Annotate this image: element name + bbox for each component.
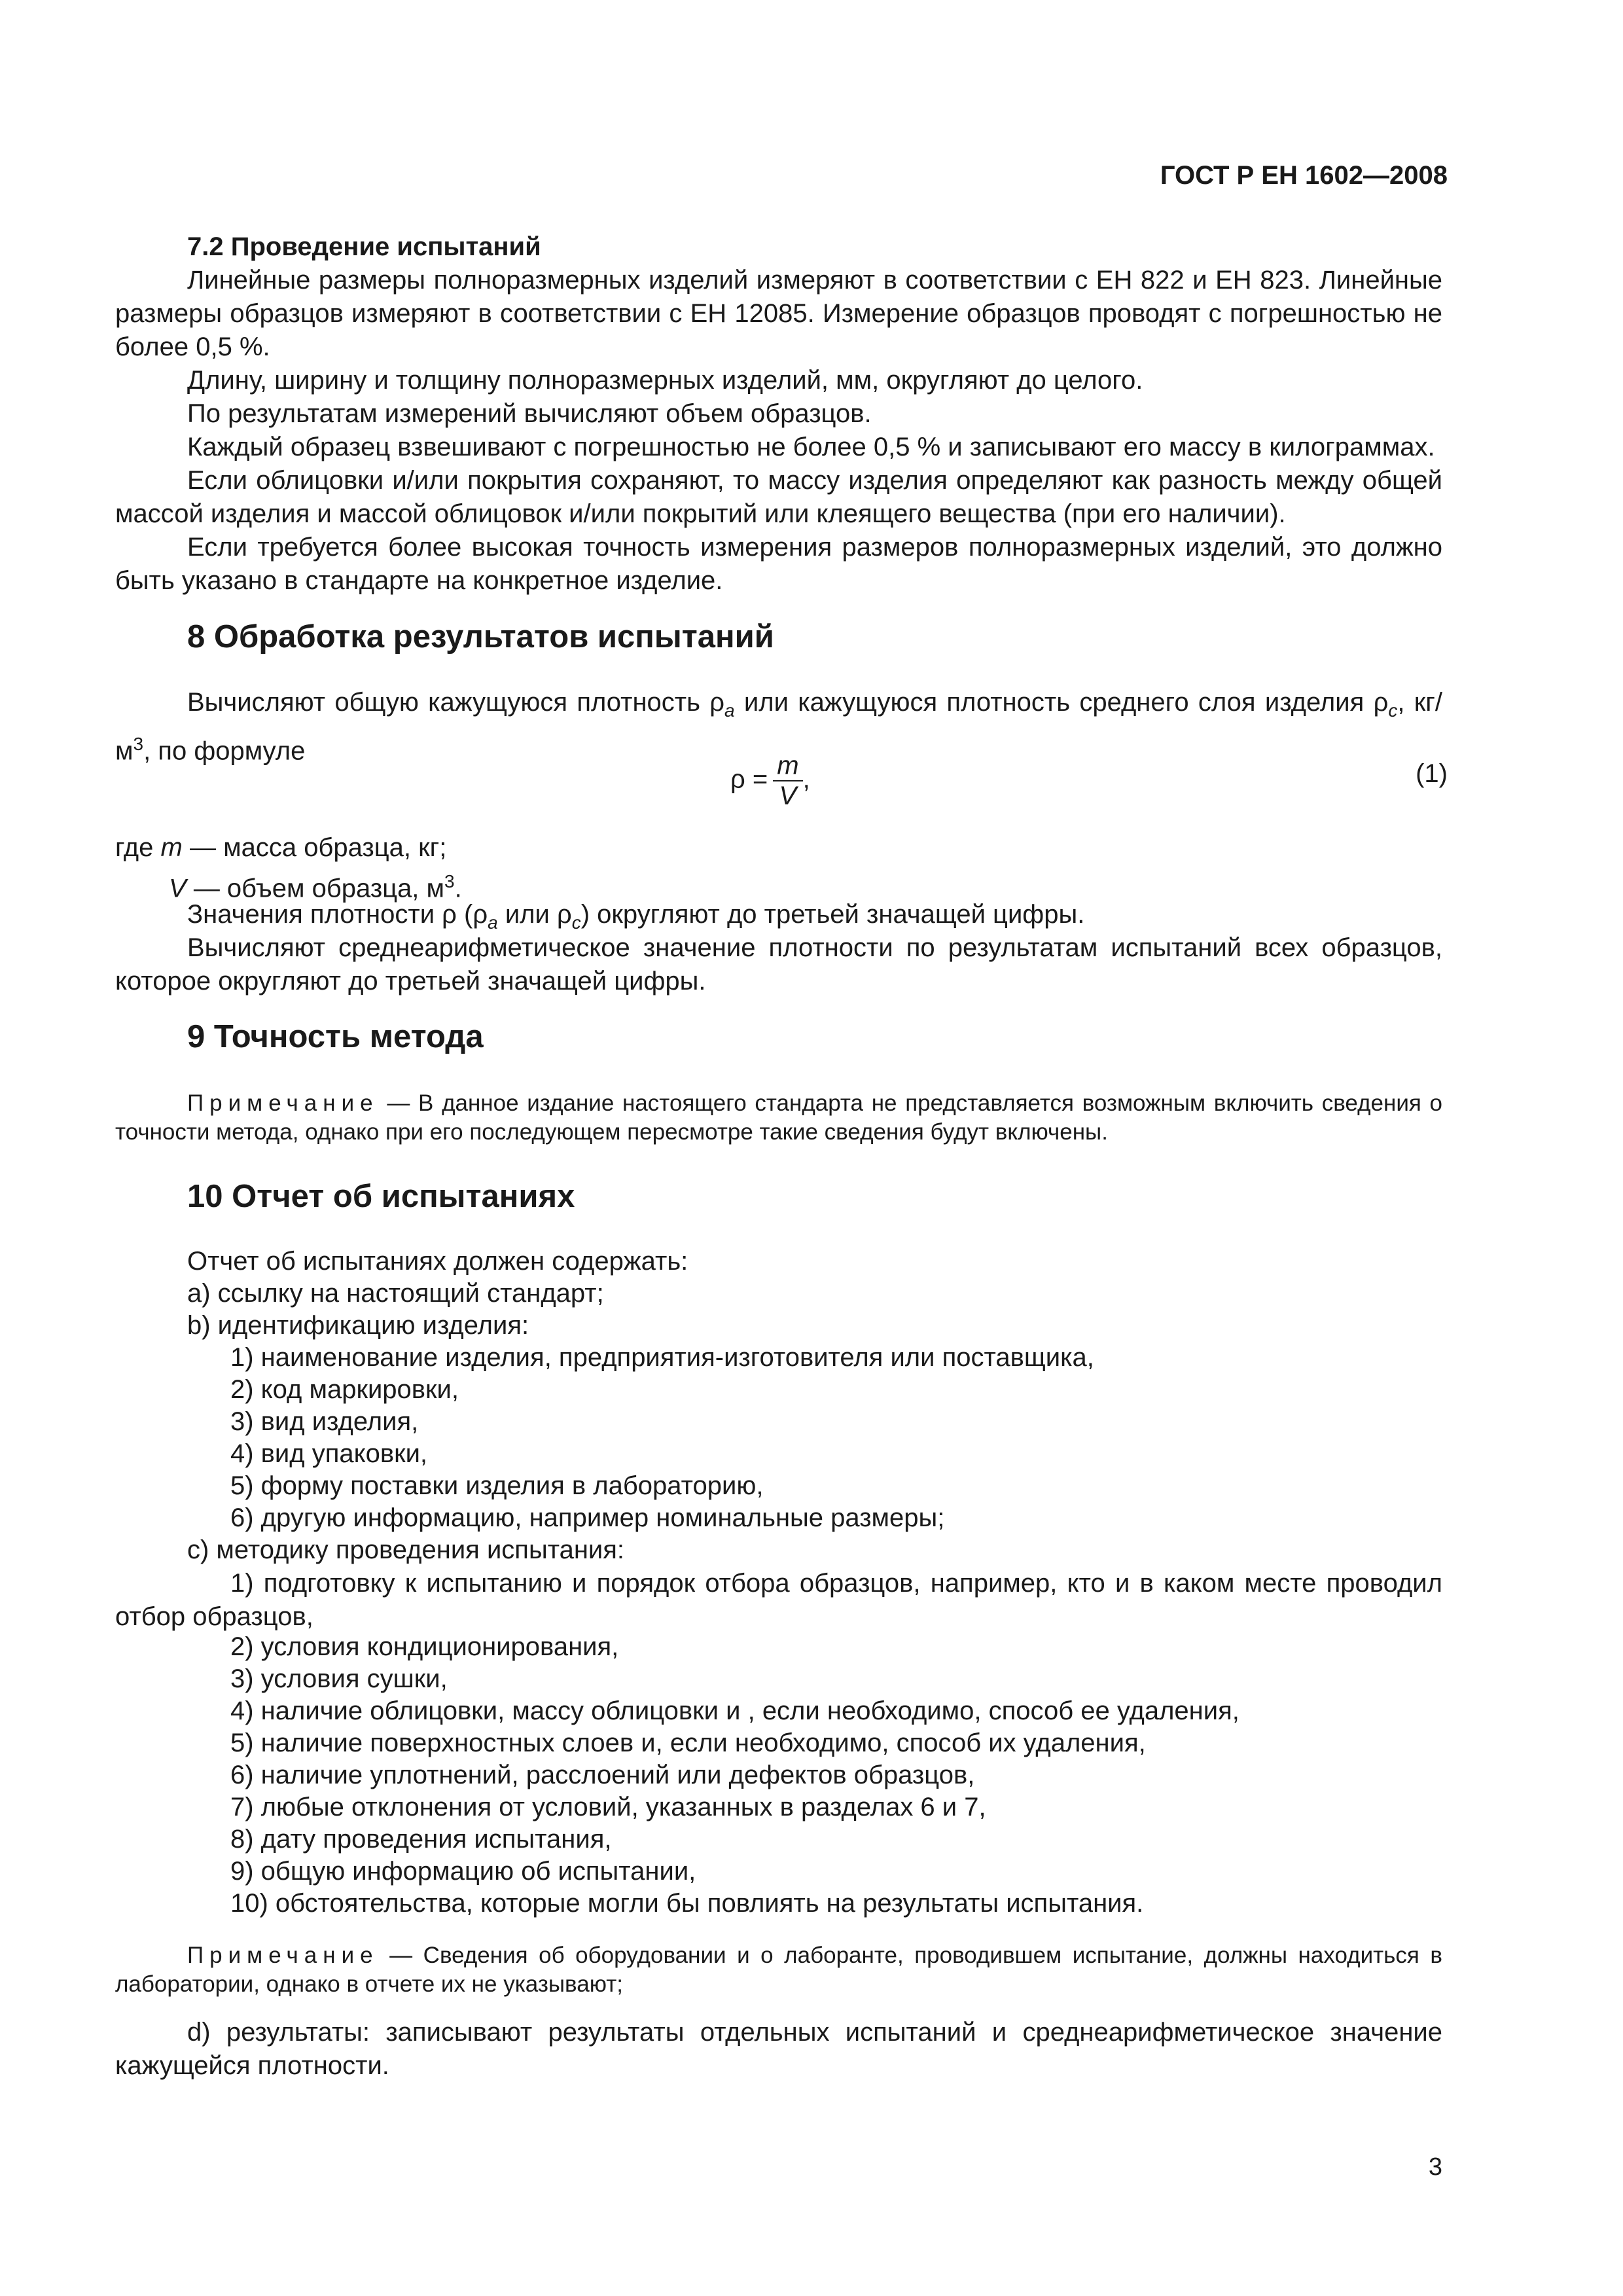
list-item: 1) наименование изделия, предприятия-изготовителя или поставщика, — [230, 1343, 1094, 1372]
list-item: 6) другую информацию, например номинальные размеры; — [230, 1503, 945, 1532]
subscript-c: c — [571, 912, 581, 933]
list-item: 4) наличие облицовки, массу облицовки и , если необходимо, способ ее удаления, — [230, 1696, 1240, 1725]
subscript-c: c — [1388, 700, 1398, 721]
paragraph: Если облицовки и/или покрытия сохраняют, то массу изделия определяют как разность между общей массой изделия и массой облицовок и/или покрытий или клеящего вещества (при его наличии). — [115, 466, 1442, 528]
list-item: 6) наличие уплотнений, расслоений или дефектов образцов, — [230, 1761, 975, 1789]
list-item: 2) код маркировки, — [230, 1375, 459, 1404]
list-item: 1) подготовку к испытанию и порядок отбора образцов, например, кто и в каком месте проводил отбор образцов, — [115, 1569, 1442, 1631]
list-intro: Отчет об испытаниях должен содержать: — [187, 1247, 688, 1276]
list-item: 3) вид изделия, — [230, 1407, 419, 1436]
paragraph: Каждый образец взвешивают с погрешностью не более 0,5 % и записывают его массу в килограммах. — [187, 433, 1435, 461]
variable-m: m — [160, 833, 183, 862]
equation-number: (1) — [1416, 759, 1448, 788]
rounding-text: Значения плотности ρ (ρ — [187, 900, 488, 929]
where-desc: — объем образца, м — [193, 874, 445, 903]
list-item: 2) условия кондиционирования, — [230, 1632, 619, 1661]
list-item: 8) дату проведения испытания, — [230, 1825, 612, 1854]
section-7-2-heading — [115, 230, 1442, 264]
intro-text: Вычисляют общую кажущуюся плотность — [187, 688, 700, 717]
list-item: 3) условия сушки, — [230, 1664, 448, 1693]
mean-paragraph: Вычисляют среднеарифметическое значение плотности по результатам испытаний всех образцов, которое округляют до третьей значащей цифры. — [115, 933, 1442, 996]
formula-fraction — [773, 751, 802, 810]
where-desc: — масса образца, кг; — [189, 833, 447, 862]
paragraph: Линейные размеры полноразмерных изделий измеряют в соответствии с ЕН 822 и ЕН 823. Линейные размеры образцов измеряют в соответствии с ЕН 12085. Измерение образцов проводят с погрешностью не более 0,5 %. — [115, 266, 1442, 361]
section-8-title: 8 Обработка результатов испытаний — [187, 619, 774, 655]
note-label: Примечание — [187, 1090, 379, 1116]
list-item-d: d) результаты: записывают результаты отдельных испытаний и среднеарифметическое значение кажущейся плотности. — [115, 2018, 1442, 2080]
density-formula — [730, 751, 810, 810]
list-item: 5) наличие поверхностных слоев и, если необходимо, способ их удаления, — [230, 1729, 1146, 1757]
period: . — [454, 874, 462, 903]
section-9-note — [115, 1089, 1442, 1147]
note-text: — В данное издание настоящего стандарта не представляется возможным включить сведения о точности метода, однако при его последующем пересмотре такие сведения будут включены. — [115, 1090, 1442, 1145]
paragraph: Длину, ширину и толщину полноразмерных изделий, мм, округляют до целого. — [187, 366, 1143, 395]
variable-v: V — [169, 874, 187, 903]
intro-text: или кажущуюся плотность среднего слоя изделия — [743, 688, 1364, 717]
section-10-title: 10 Отчет об испытаниях — [187, 1179, 575, 1214]
formula-lhs: ρ = — [730, 764, 768, 794]
rounding-text: или ρ — [505, 900, 572, 929]
fraction-denominator: V — [779, 781, 797, 810]
rounding-text: ) округляют до третьей значащей цифры. — [580, 900, 1085, 929]
rho-symbol: ρ — [709, 688, 725, 717]
page-number: 3 — [1428, 2153, 1442, 2181]
section-title: Проведение испытаний — [230, 232, 541, 261]
intro-text: , по формуле — [143, 736, 306, 766]
unit-text: кг/м — [115, 688, 1442, 766]
list-item: с) методику проведения испытания: — [187, 1535, 625, 1564]
formula-tail: , — [802, 764, 810, 794]
section-number: 7.2 — [187, 232, 224, 261]
list-item: а) ссылку на настоящий стандарт; — [187, 1279, 604, 1308]
subscript-a: a — [724, 700, 735, 721]
section-9-title: 9 Точность метода — [187, 1019, 484, 1054]
subscript-a: a — [488, 912, 498, 933]
where-word: где — [115, 833, 154, 862]
list-item: 9) общую информацию об испытании, — [230, 1857, 696, 1886]
section-10-note — [115, 1941, 1442, 1999]
section-8-intro: Вычисляют общую кажущуюся плотность $\rho_a$ или кажущуюся плотность среднего слоя изделия $\rho_c$, $кг/м^3$, по формуле — [115, 688, 1442, 766]
list-item: 4) вид упаковки, — [230, 1439, 428, 1468]
document-header: ГОСТ Р ЕН 1602—2008 — [1160, 161, 1448, 190]
note-label: Примечание — [187, 1943, 379, 1968]
fraction-numerator: m — [773, 751, 802, 781]
note-text: — Сведения об оборудовании и о лаборанте, проводившем испытание, должны находиться в лаборатории, однако в отчете их не указывают; — [115, 1943, 1442, 1997]
list-item: 5) форму поставки изделия в лабораторию, — [230, 1471, 764, 1500]
list-item: b) идентификацию изделия: — [187, 1311, 529, 1340]
list-item: 7) любые отклонения от условий, указанных в разделах 6 и 7, — [230, 1793, 986, 1821]
superscript-3: 3 — [133, 734, 144, 754]
where-m — [115, 831, 1442, 865]
list-item: 10) обстоятельства, которые могли бы повлиять на результаты испытания. — [230, 1889, 1144, 1918]
paragraph: Если требуется более высокая точность измерения размеров полноразмерных изделий, это должно быть указано в стандарте на конкретное изделие. — [115, 533, 1442, 595]
paragraph: По результатам измерений вычисляют объем образцов. — [187, 399, 872, 428]
superscript-3: 3 — [444, 871, 455, 891]
rho-symbol: ρ — [1373, 688, 1389, 717]
